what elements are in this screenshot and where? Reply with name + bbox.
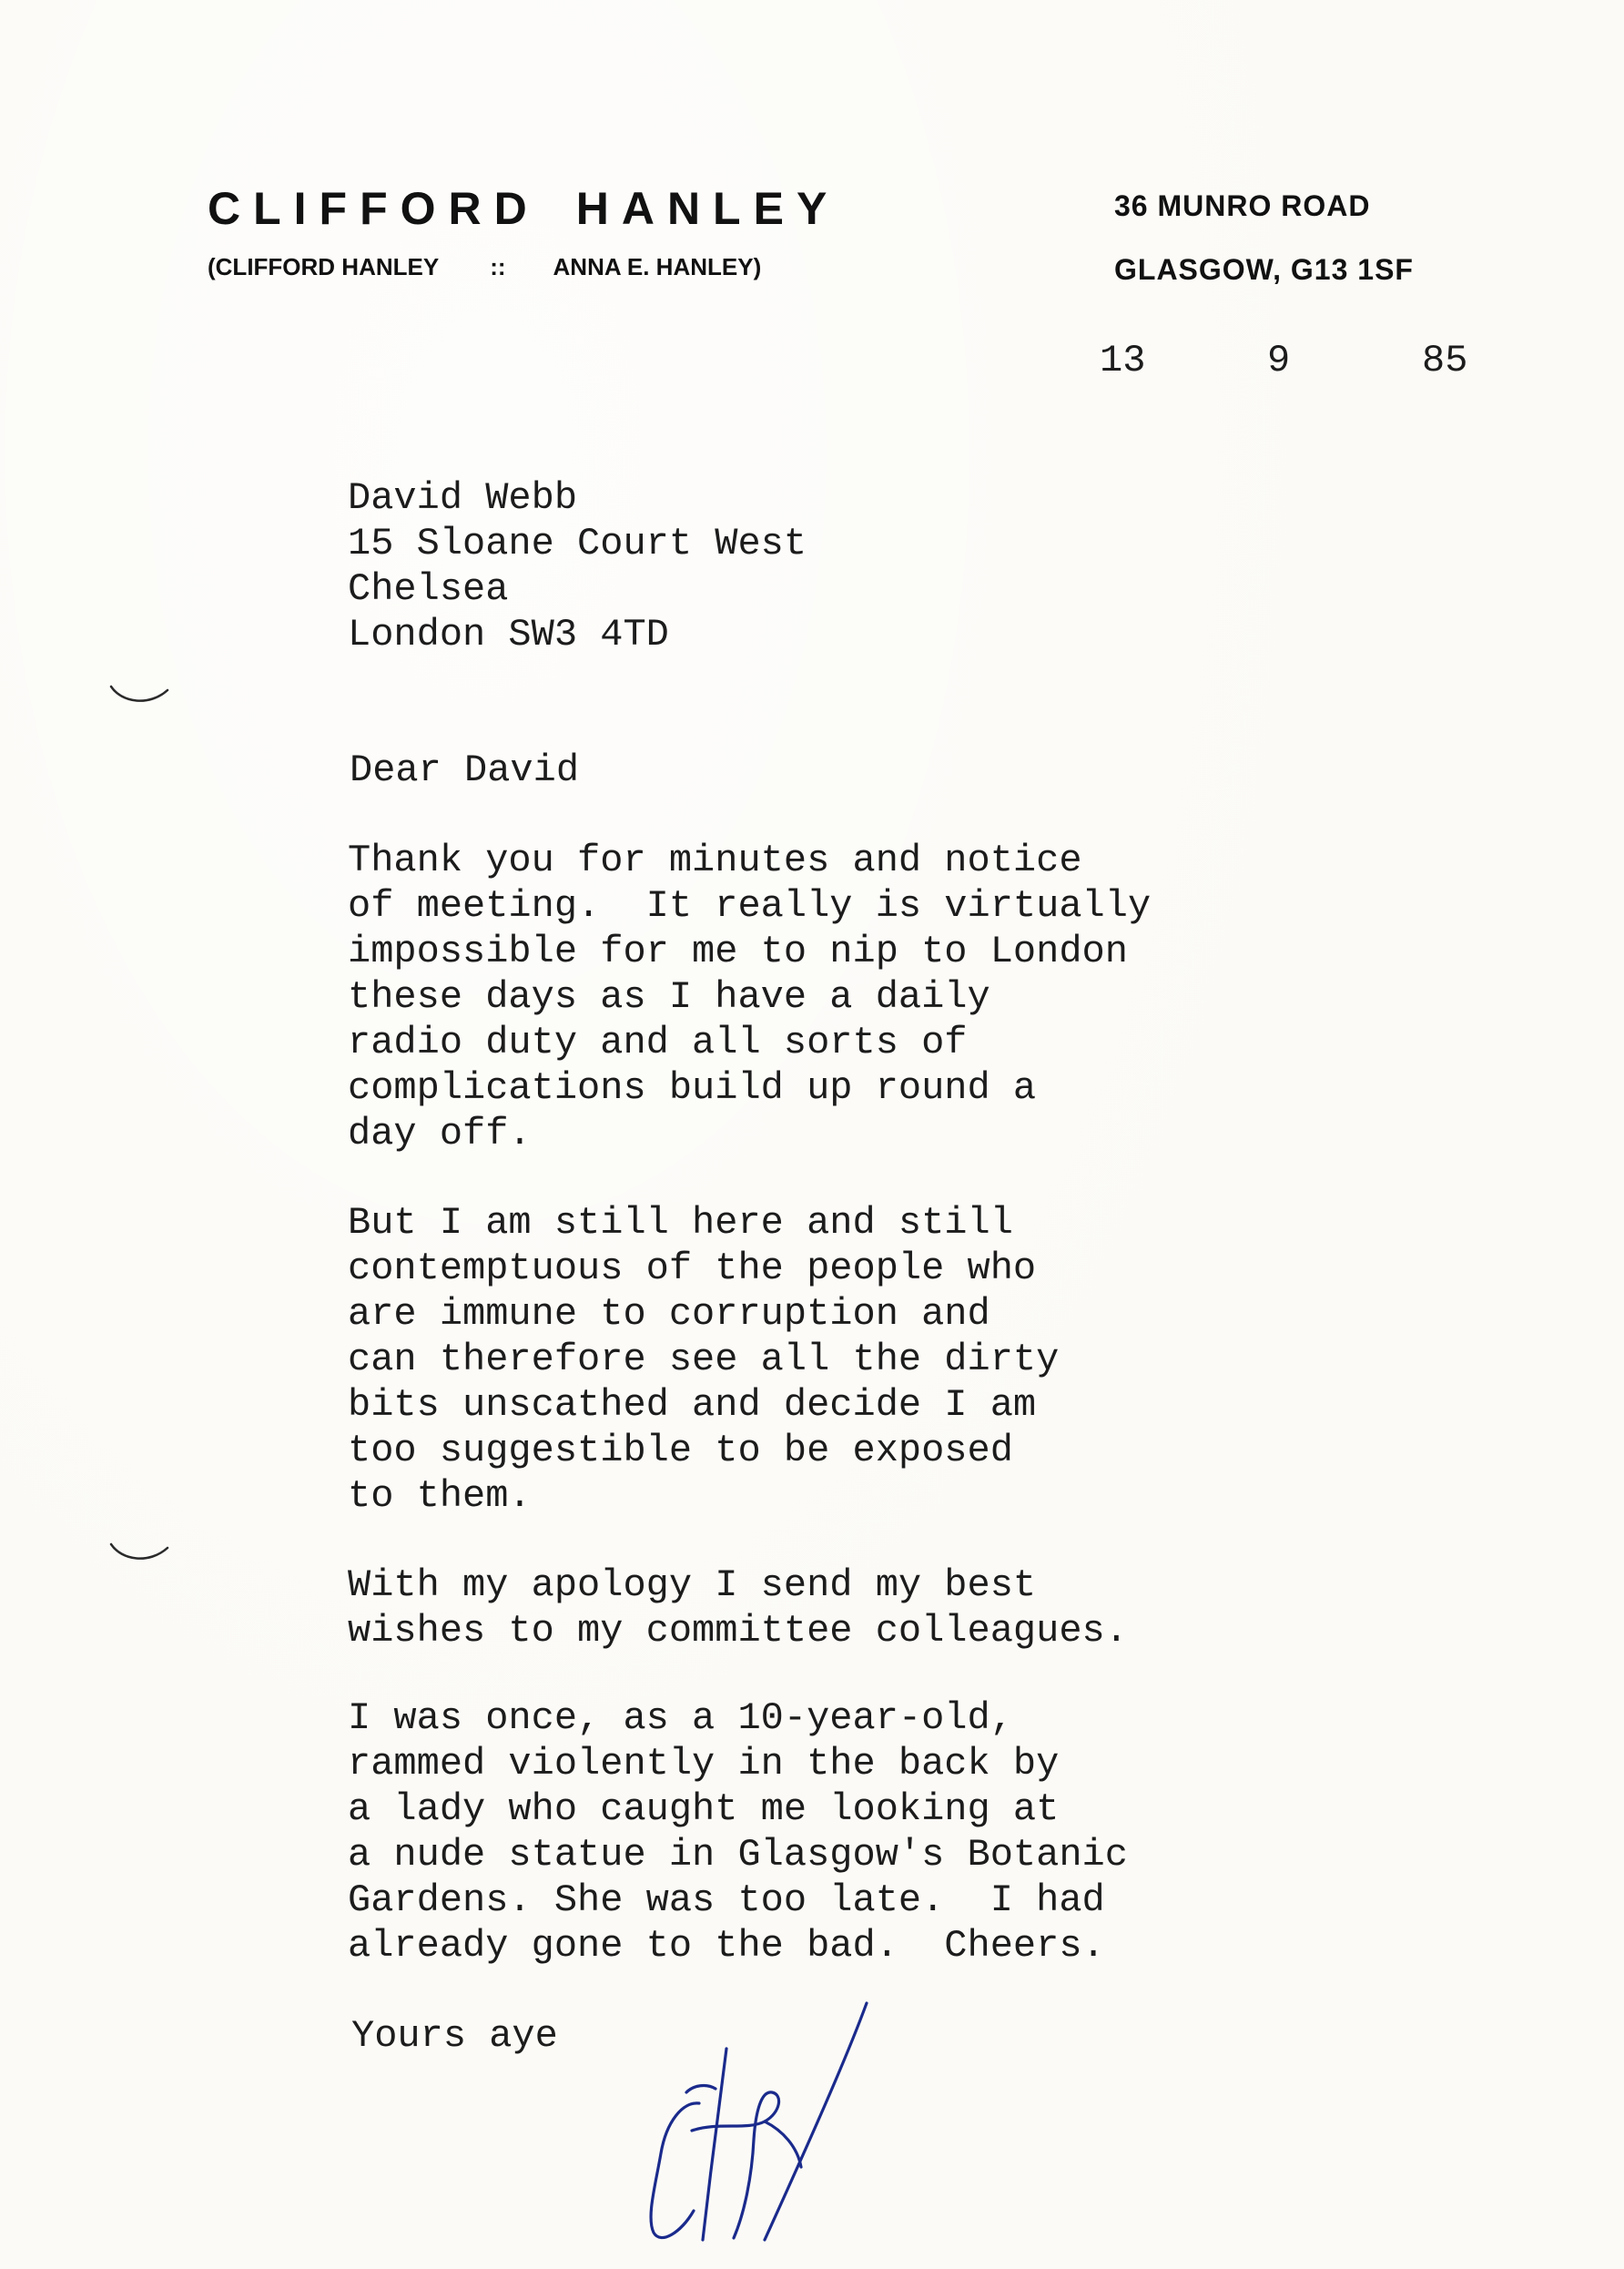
recipient-line: London SW3 4TD (348, 613, 669, 656)
text-line: a nude statue in Glasgow's Botanic (348, 1833, 1128, 1877)
text-line: radio duty and all sorts of (348, 1021, 968, 1064)
text-line: to them. (348, 1474, 532, 1518)
punch-mark (107, 1539, 171, 1566)
text-line: Thank you for minutes and notice (348, 839, 1082, 882)
date-month: 9 (1267, 339, 1291, 382)
text-line: But I am still here and still (348, 1201, 1013, 1245)
recipient-line: 15 Sloane Court West (348, 522, 807, 565)
text-line: rammed violently in the back by (348, 1742, 1060, 1786)
text-line: impossible for me to nip to London (348, 930, 1128, 973)
text-line: day off. (348, 1112, 532, 1155)
text-line: too suggestible to be exposed (348, 1429, 1013, 1472)
date-year: 85 (1422, 339, 1468, 382)
date-day: 13 (1100, 339, 1146, 382)
paragraph-1 (348, 838, 1151, 1156)
text-line: already gone to the bad. Cheers. (348, 1924, 1105, 1968)
text-line: With my apology I send my best (348, 1563, 1037, 1607)
letterhead-sub-right: ANNA E. HANLEY) (553, 253, 762, 280)
paragraph-3 (348, 1562, 1128, 1653)
paragraph-4 (348, 1695, 1128, 1969)
salutation: Dear David (350, 748, 580, 792)
text-line: contemptuous of the people who (348, 1246, 1037, 1290)
signature (628, 1994, 892, 2258)
text-line: are immune to corruption and (348, 1292, 990, 1336)
recipient-line: Chelsea (348, 567, 509, 611)
letterhead-sub-left: (CLIFFORD HANLEY (208, 253, 440, 280)
text-line: these days as I have a daily (348, 975, 990, 1019)
text-line: Gardens. She was too late. I had (348, 1878, 1105, 1922)
paragraph-2 (348, 1200, 1059, 1519)
text-line: I was once, as a 10-year-old, (348, 1696, 1013, 1740)
letterhead-subtitle (208, 253, 761, 281)
recipient-address (348, 475, 807, 657)
text-line: a lady who caught me looking at (348, 1787, 1060, 1831)
sender-address-line-1: 36 MUNRO ROAD (1114, 189, 1371, 222)
text-line: bits unscathed and decide I am (348, 1383, 1037, 1427)
letterhead-last-name: HANLEY (575, 183, 840, 234)
text-line: complications build up round a (348, 1066, 1037, 1110)
text-line: of meeting. It really is virtually (348, 884, 1152, 928)
letterhead-first-name: CLIFFORD (208, 183, 540, 234)
letterhead-name (208, 182, 839, 235)
punch-mark (107, 681, 171, 708)
text-line: wishes to my committee colleagues. (348, 1609, 1128, 1653)
closing: Yours aye (351, 2014, 558, 2058)
text-line: can therefore see all the dirty (348, 1338, 1060, 1381)
sender-address-line-2: GLASGOW, G13 1SF (1114, 253, 1414, 286)
letterhead-sub-separator: :: (490, 253, 506, 280)
recipient-line: David Webb (348, 476, 578, 520)
